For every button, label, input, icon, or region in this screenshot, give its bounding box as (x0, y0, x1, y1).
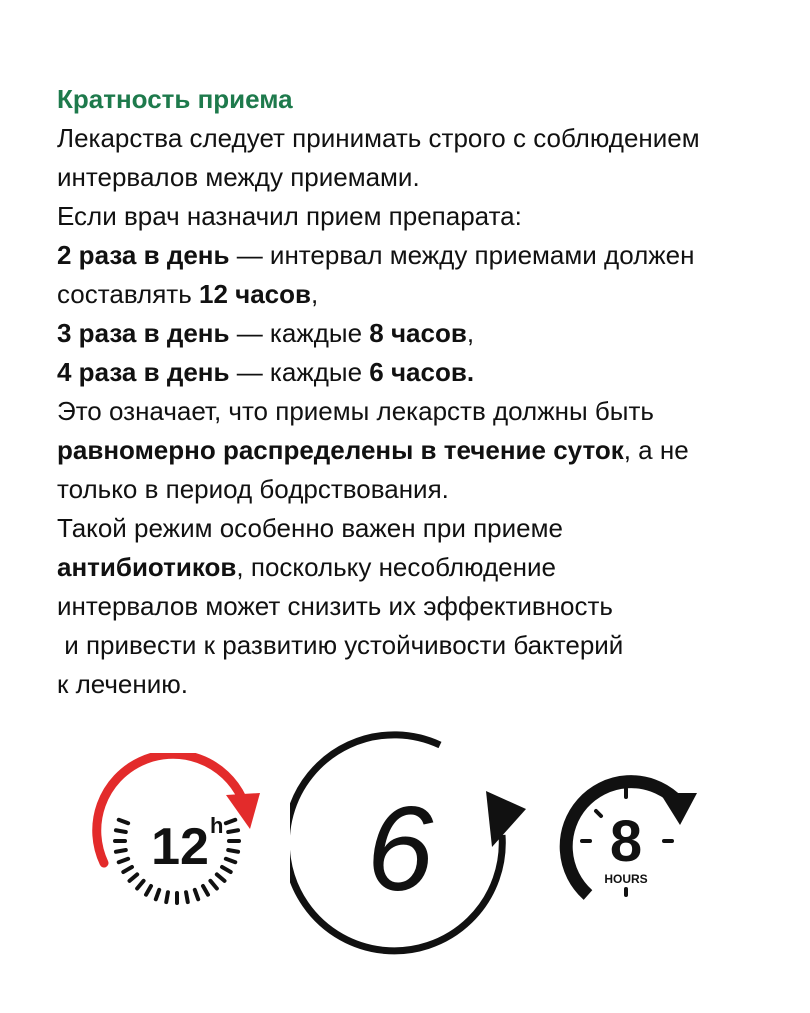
emphasis-text: антибиотиков (57, 552, 237, 582)
text-line: интервалов между приемами. (57, 162, 420, 192)
schedule-text: — каждые (229, 318, 370, 348)
clock-tick-mark (226, 859, 235, 862)
interval-icons (0, 715, 810, 975)
clock-tick-mark (119, 859, 128, 862)
clock-tick-mark (119, 820, 128, 823)
text-line: Такой режим особенно важен при приеме (57, 513, 563, 543)
schedule-row-2x (57, 236, 787, 275)
schedule-hours: 8 часов (369, 318, 467, 348)
text-line: Если врач назначил прием препарата: (57, 201, 522, 231)
article (57, 80, 787, 704)
text-span: , поскольку несоблюдение (236, 552, 556, 582)
clock-tick-mark (137, 881, 143, 889)
schedule-text: , (311, 279, 319, 309)
schedule-frequency: 2 раза в день (57, 240, 230, 270)
text-line: интервалов может снизить их эффективность (57, 591, 613, 621)
clock-tick-mark (222, 867, 231, 872)
clock-tick-mark (116, 850, 126, 852)
schedule-row-2x-cont (57, 275, 787, 314)
clock-tick-mark (217, 874, 225, 880)
clock-tick-mark (195, 890, 198, 899)
clock-tick-mark (228, 850, 238, 852)
text-line: только в период бодрствования. (57, 474, 449, 504)
clock-tick-mark (228, 830, 238, 832)
schedule-hours: 12 часов (198, 279, 312, 309)
schedule-row-3x (57, 314, 787, 353)
cycle-6-number: 6 (366, 782, 434, 916)
schedule-text: составлять (57, 279, 199, 309)
cycle-6-icon (290, 725, 530, 965)
schedule-row-4x (57, 353, 787, 392)
clock-tick-mark (123, 867, 132, 872)
clock-tick-mark (166, 892, 168, 902)
clock-8h-number: 8 (609, 809, 643, 874)
clock-tick-mark (203, 886, 208, 895)
text-line: к лечению. (57, 669, 188, 699)
text-line (57, 431, 787, 470)
clock-12h-icon (92, 753, 262, 923)
text-span: , а не (623, 435, 689, 465)
clock-12h-unit: h (210, 813, 224, 838)
schedule-text: — интервал между приемами должен (229, 240, 695, 270)
clock-8h-label: HOURS (604, 872, 648, 886)
text-line: Это означает, что приемы лекарств должны быть (57, 396, 654, 426)
clock-tick-mark (146, 886, 151, 895)
clock-tick-mark (186, 892, 188, 902)
schedule-hours: 6 часов. (369, 357, 475, 387)
clock-tick-mark (210, 881, 216, 889)
schedule-text: , (466, 318, 475, 348)
page-title: Кратность приема (57, 84, 293, 114)
schedule-text: — каждые (229, 357, 370, 387)
clock-12h-number: 12 (151, 818, 209, 876)
clock-tick-mark (116, 830, 126, 832)
text-line: и привести к развитию устойчивости бактерий (57, 630, 624, 660)
clock-tick-mark (226, 820, 235, 823)
text-line: Лекарства следует принимать строго с соблюдением (57, 123, 700, 153)
clock-tick-mark (130, 874, 138, 880)
text-line (57, 548, 787, 587)
emphasis-text: равномерно распределены в течение суток (57, 435, 624, 465)
clock-8h-icon (552, 763, 702, 913)
clock-tick-mark (156, 890, 159, 899)
schedule-frequency: 4 раза в день (57, 357, 230, 387)
schedule-frequency: 3 раза в день (57, 318, 230, 348)
